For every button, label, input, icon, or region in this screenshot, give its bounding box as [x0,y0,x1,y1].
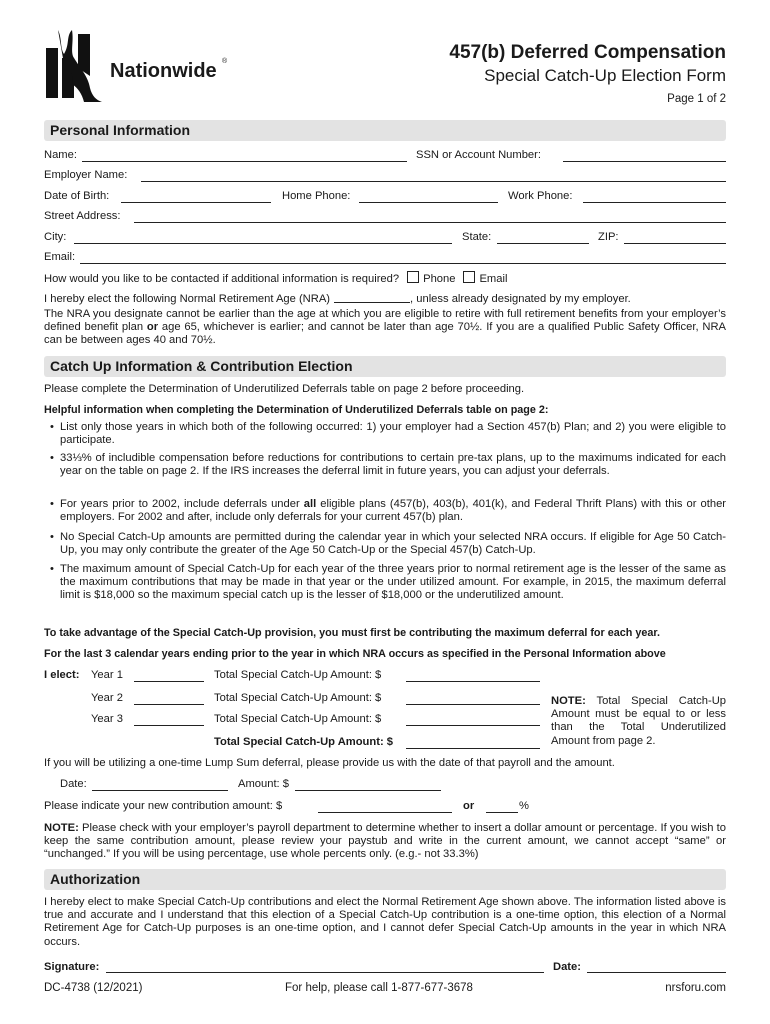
auth-date-field[interactable] [587,972,726,973]
percent-field[interactable] [486,812,518,813]
nra-explanation: The NRA you designate cannot be earlier than the age at which you are eligible to retire with full retirement benefits from your employer’s defined benefit plan or age 65, whichever is earlier; and cannot be later than age 70½. If you are a qualified Public Safety Officer, NRA can be between ages 40 and 70½. [44,308,727,347]
year1-amount-label: Total Special Catch-Up Amount: $ [214,669,382,681]
list-item: • No Special Catch-Up amounts are permitted during the calendar year in which your selected NRA occurs. If eligible for Age 50 Catch-Up, you may only contribute the greater of the Age 50 Catch-Up or the Special 457(b) Catch-Up. [50,531,726,557]
form-number: DC-4738 (12/2021) [44,982,143,994]
employer-field[interactable] [141,181,726,182]
last-three-years-note: For the last 3 calendar years ending prior to the year in which NRA occurs as specified in the Personal Information above [44,648,666,660]
percent-sign: % [519,800,529,812]
contact-question: How would you like to be contacted if additional information is required? Phone Email [44,273,508,285]
home-phone-field[interactable] [359,202,498,203]
phone-checkbox[interactable] [407,271,419,283]
personal-section-header: Personal Information [44,120,726,141]
year3-amount-field[interactable] [406,725,540,726]
state-field[interactable] [497,243,589,244]
state-label: State: [462,231,492,243]
or-label: or [463,800,475,812]
zip-field[interactable] [624,243,726,244]
signature-field[interactable] [106,972,544,973]
email-checkbox[interactable] [463,271,475,283]
total-amount-label: Total Special Catch-Up Amount: $ [214,736,394,748]
lump-amount-field[interactable] [295,790,441,791]
year3-amount-label: Total Special Catch-Up Amount: $ [214,713,382,725]
list-item: • For years prior to 2002, include deferrals under all eligible plans (457(b), 403(b), 401(k), and Federal Thrift Plans) with this or other employers. For 2002 and after, include only deferrals for your current 457(b) plan. [50,498,726,524]
form-subtitle: Special Catch-Up Election Form [484,66,726,85]
city-label: City: [44,231,67,243]
lump-date-field[interactable] [92,790,228,791]
new-contribution-field[interactable] [318,812,452,813]
i-elect-label: I elect: [44,669,80,681]
home-phone-label: Home Phone: [282,190,351,202]
list-item: • The maximum amount of Special Catch-Up for each year of the three years prior to normal retirement age is the lesser of the same as the maximum contributions that may be made in that year or the under utilized amount. For example, in 2015, the maximum deferral limit is $18,000 so the maximum special catch up is the lesser of $18,000 or the underutilized amount. [50,563,726,603]
catchup-intro: Please complete the Determination of Underutilized Deferrals table on page 2 before proceeding. [44,383,525,395]
year3-field[interactable] [134,725,204,726]
help-phone: For help, please call 1-877-677-3678 [285,982,473,994]
helpful-heading: Helpful information when completing the Determination of Underutilized Deferrals table on page 2: [44,404,549,416]
dob-field[interactable] [121,202,271,203]
nra-field[interactable] [334,291,410,303]
ssn-label: SSN or Account Number: [416,149,541,161]
max-deferral-note: To take advantage of the Special Catch-Up provision, you must first be contributing the maximum deferral for each year. [44,627,660,639]
employer-label: Employer Name: [44,169,128,181]
email-field[interactable] [80,263,726,264]
year1-field[interactable] [134,681,204,682]
page-indicator: Page 1 of 2 [667,93,726,105]
form-title: 457(b) Deferred Compensation [449,42,726,63]
year2-amount-label: Total Special Catch-Up Amount: $ [214,692,382,704]
year1-label: Year 1 [91,669,123,681]
nra-election: I hereby elect the following Normal Retirement Age (NRA) , unless already designated by my employer. [44,293,631,305]
year3-label: Year 3 [91,713,123,725]
list-item: • 33⅓% of includible compensation before reductions for contributions to certain pre-tax plans, up to the maximums indicated for each year on the table on page 2. If the IRS increases the deferral limit in future years, you can adjust your deferrals. [50,452,726,478]
name-field[interactable] [82,161,407,162]
new-contribution-label: Please indicate your new contribution amount: $ [44,800,283,812]
dob-label: Date of Birth: [44,190,110,202]
work-phone-label: Work Phone: [508,190,573,202]
zip-label: ZIP: [598,231,619,243]
lump-sum-text: If you will be utilizing a one-time Lump Sum deferral, please provide us with the date of that payroll and the amount. [44,757,615,769]
ssn-field[interactable] [563,161,726,162]
auth-date-label: Date: [553,961,581,973]
street-field[interactable] [134,222,726,223]
catchup-section-header: Catch Up Information & Contribution Election [44,356,726,377]
year1-amount-field[interactable] [406,681,540,682]
signature-label: Signature: [44,961,100,973]
email-label: Email: [44,251,76,263]
year2-label: Year 2 [91,692,123,704]
street-label: Street Address: [44,210,121,222]
lump-amount-label: Amount: $ [238,778,289,790]
authorization-text: I hereby elect to make Special Catch-Up contributions and elect the Normal Retirement Age shown above. The information listed above is true and accurate and I understand that this election of a Special Catch-Up contribution is a one-time option, this election of a Normal Retirement Age for Catch-Up purposes is an one-time option, and I cannot defer Special Catch-Up amounts in the year in which NRA occurs. [44,896,726,948]
website: nrsforu.com [665,982,726,994]
total-note: NOTE: Total Special Catch-Up Amount must be equal to or less than the Total Underutilized Amount from page 2. [551,695,726,747]
year2-amount-field[interactable] [406,704,540,705]
lump-date-label: Date: [60,778,87,790]
city-field[interactable] [74,243,452,244]
nationwide-logo-icon [44,28,110,104]
brand-name: Nationwide [110,60,217,82]
authorization-section-header: Authorization [44,869,726,890]
work-phone-field[interactable] [583,202,726,203]
name-label: Name: [44,149,77,161]
payroll-note: NOTE: Please check with your employer’s payroll department to determine whether to insert a dollar amount or percentage. If you wish to keep the same contribution amount, please review your paystub and write in the current amount, we cannot accept “same” or “unchanged.” If you will be using percentage, use whole percents only. (e.g.- not 33.3%) [44,822,727,861]
registered-mark: ® [222,58,228,65]
total-amount-field[interactable] [406,748,540,749]
year2-field[interactable] [134,704,204,705]
list-item: • List only those years in which both of the following occurred: 1) your employer had a Section 457(b) Plan; and 2) you were eligible to participate. [50,421,726,447]
